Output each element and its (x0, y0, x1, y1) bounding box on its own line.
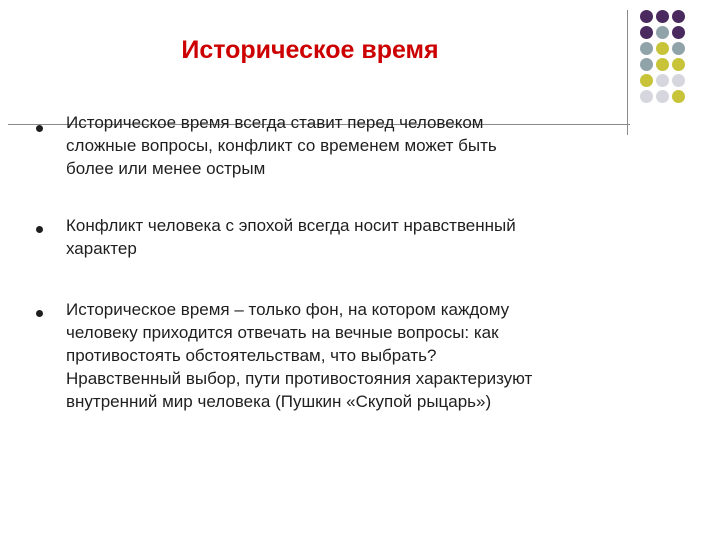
decorative-dot (656, 74, 669, 87)
decorative-dot (656, 10, 669, 23)
bullet-text: Историческое время всегда ставит перед человеком сложные вопросы, конфликт со временем может быть более или менее острым (66, 113, 497, 178)
decorative-dot (640, 90, 653, 103)
decorative-dot (656, 58, 669, 71)
bullet-marker-icon (36, 226, 43, 233)
decorative-dot (672, 74, 685, 87)
vertical-divider (627, 10, 628, 135)
decorative-dot (672, 26, 685, 39)
decorative-dot (672, 58, 685, 71)
bullet-text: Конфликт человека с эпохой всегда носит нравственный характер (66, 216, 516, 258)
decorative-dot (656, 26, 669, 39)
decorative-dot (640, 10, 653, 23)
bullet-marker-icon (36, 310, 43, 317)
decorative-dot (640, 42, 653, 55)
decorative-dot (640, 26, 653, 39)
decorative-dot (656, 42, 669, 55)
decorative-dot (656, 90, 669, 103)
decorative-dot (640, 58, 653, 71)
bullet-text: Историческое время – только фон, на котором каждому человеку приходится отвечать на вечные вопросы: как противостоять обстоятельствам, что выбрать? Нравственный выбор, пути противостояния характеризуют внутренний мир человека (Пушкин «Скупой рыцарь») (66, 300, 533, 411)
decorative-dot (672, 10, 685, 23)
bullet-marker-icon (36, 125, 43, 132)
slide-title: Историческое время (181, 36, 439, 64)
decorative-dot (640, 74, 653, 87)
decorative-dot (672, 90, 685, 103)
decorative-dot (672, 42, 685, 55)
